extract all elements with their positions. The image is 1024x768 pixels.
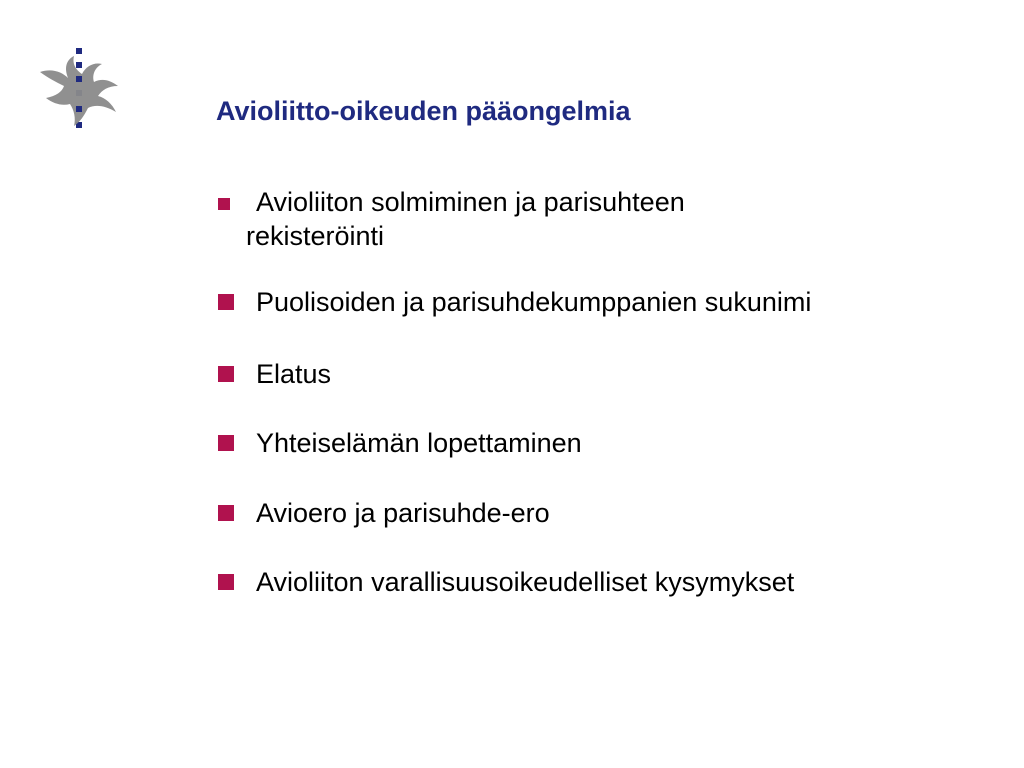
bullet-text: Puolisoiden ja parisuhdekumppanien sukunimi — [256, 287, 812, 317]
square-bullet-icon — [218, 294, 234, 310]
bullet-text: Avioliiton varallisuusoikeudelliset kysymykset — [256, 567, 795, 597]
bullet-text: Avioero ja parisuhde-ero — [256, 498, 550, 528]
square-bullet-icon — [218, 505, 234, 521]
slide-title: Avioliitto-oikeuden pääongelmia — [216, 96, 631, 126]
square-bullet-icon — [218, 435, 234, 451]
bullet-text: Yhteiselämän lopettaminen — [256, 428, 582, 458]
square-bullet-icon — [218, 574, 234, 590]
bullet-text-continued: rekisteröinti — [246, 221, 385, 251]
university-flame-logo-icon — [36, 46, 126, 136]
bullet-text: Elatus — [256, 359, 332, 389]
bullet-text: Avioliiton solmiminen ja parisuhteen — [256, 187, 685, 217]
square-bullet-icon — [218, 366, 234, 382]
square-bullet-icon — [218, 198, 230, 210]
